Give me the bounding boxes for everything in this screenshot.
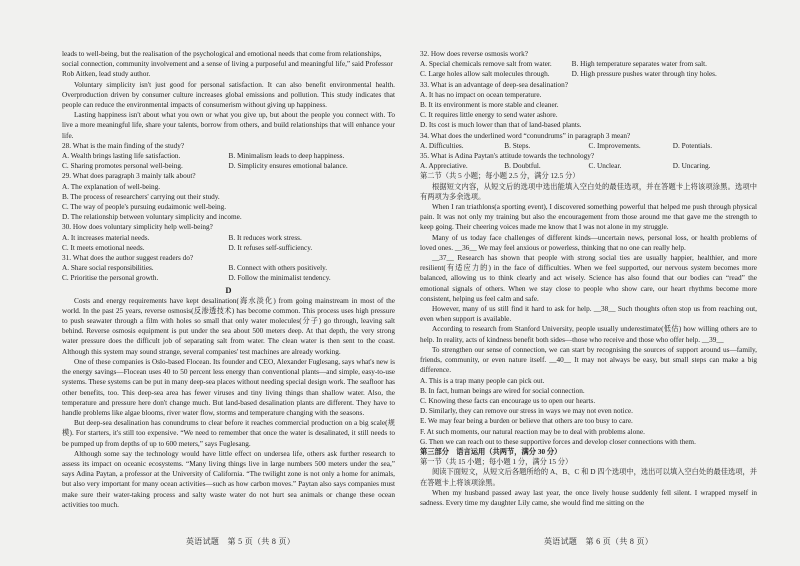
question-33: 33. What is an advantage of deep-sea desalination? xyxy=(420,80,569,89)
option: A. Wealth brings lasting life satisfaction. xyxy=(62,152,181,161)
paragraph: One of these companies is Oslo-based Flocean. Its founder and CEO, Alexander Fuglesang, says what's new is the energy savings—Flocean uses 40 to 50 percent less energy than conventional plants—and simple, easy-to-use systems. These systems can be put in many deep-sea places without needing special design work. The seafloor has other benefits, too. This deep-sea area has fewer viruses and tiny living things than shallow water. Also, the temperature and pressure here don't change much. But land-based desalination plants are different. They have to handle problems like algae blooms, river water flow, storms and temperature changing with the seasons. xyxy=(62,357,395,417)
option: C. Prioritise the personal growth. xyxy=(62,274,159,283)
question-34-options xyxy=(420,141,757,151)
section-d-heading: D xyxy=(225,284,232,295)
question-34: 34. What does the underlined word “conundrums” in paragraph 3 mean? xyxy=(420,131,631,140)
option: D. Follow the minimalist tendency. xyxy=(228,274,331,283)
option: B. Minimalism leads to deep happiness. xyxy=(228,152,345,161)
option: D. The relationship between voluntary simplicity and income. xyxy=(62,213,242,222)
question-32-options xyxy=(420,59,757,79)
option: C. Sharing promotes personal well-being. xyxy=(62,162,183,171)
option: B. Connect with others positively. xyxy=(228,264,328,273)
paragraph: When I ran triathlons(a sporting event), I discovered something powerful that helped me push through physical pain. It was not only my training but also the encouragement from those around me that gave me the strength to keep going. Their cheering voices made me know that I was not alone in my struggle. xyxy=(420,203,757,232)
choice: B. In fact, human beings are wired for social connection. xyxy=(420,386,585,395)
option: D. Uncaring. xyxy=(672,162,711,171)
option: D. Simplicity ensures emotional balance. xyxy=(228,162,348,171)
paragraph: Although some say the technology would have little effect on undersea life, others ask further research to assess its impact on oceanic ecosystems. “Many living things live in large numbers 500 meters under the sea,” says Adina Paytan, a professor at the University of California. “The twilight zone is not only a home for animals, but also very important for many ocean activities—such as how carbon moves.” Paytan also says companies must make sure their water-taking process and salty waste water do not hurt sea animals or change these ocean activities too much. xyxy=(62,449,395,509)
paragraph: __37__ Research has shown that people with strong social ties are usually happier, healthier, and more resilient(有适应力的) in the face of difficulties. When we feel supported, our nervous system becomes more balanced, allowing us to think clearly and act wisely. Science has also found that our bodies can “read” the emotional signals of others. When we stay close to people who show care, our heart rhythms become more consistent, helping us feel calm and safe. xyxy=(420,254,757,303)
paragraph: leads to well-being, but the realisation of the psychological and emotional needs that come from relationships, social connection, community involvement and a sense of living a purposeful and meaningful life,” said Professor Rob Aitken, lead study author. xyxy=(62,50,393,79)
question-29: 29. What does paragraph 3 mainly talk about? xyxy=(62,172,196,181)
option: B. Doubtful. xyxy=(504,162,541,171)
option: A. Appreciative. xyxy=(420,162,468,171)
question-32: 32. How does reverse osmosis work? xyxy=(420,50,528,58)
question-28: 28. What is the main finding of the study? xyxy=(62,141,185,150)
paragraph: When my husband passed away last year, the once lively house suddenly fell silent. I wrapped myself in sadness. Every time my daughter Lily came, she would find me sitting on the xyxy=(420,488,757,507)
option: C. Unclear. xyxy=(588,162,622,171)
instructions: 根据短文内容，从短文后的选项中选出能填入空白处的最佳选项，并在答题卡上将该项涂黑。选项中有两项为多余选项。 xyxy=(420,182,757,201)
choice: E. We may fear being a burden or believe that others are too busy to care. xyxy=(420,417,633,426)
choice: D. Similarly, they can remove our stress in ways we may not even notice. xyxy=(420,407,633,416)
option: C. Improvements. xyxy=(588,141,641,150)
question-35-options xyxy=(420,161,757,171)
part-3-heading: 第三部分 语言运用（共两节，满分 30 分） xyxy=(420,447,562,456)
option: B. The process of researchers' carrying out their study. xyxy=(62,192,220,201)
section-2-heading: 第二节（共 5 小题；每小题 2.5 分，满分 12.5 分） xyxy=(420,172,580,181)
question-31-options xyxy=(62,263,395,283)
left-column xyxy=(62,49,395,510)
option: A. Special chemicals remove salt from water. xyxy=(420,60,552,69)
choice: A. This is a trap many people can pick out. xyxy=(420,376,545,385)
paragraph: According to research from Stanford University, people usually underestimate(低估) how willing others are to help. In reality, acts of kindness benefit both sides—those who receive and those who offer help. __39__ xyxy=(420,325,757,344)
option: D. High pressure pushes water through tiny holes. xyxy=(571,70,717,79)
option: A. It increases material needs. xyxy=(62,233,150,242)
paragraph: To strengthen our sense of connection, we can start by recognising the sources of support around us—family, friends, community, or even nature itself. __40__ It may not always be easy, but small steps can make a big difference. xyxy=(420,345,757,375)
paragraph: However, many of us still find it hard to ask for help. __38__ Such thoughts often stop us from reaching out, even when support is available. xyxy=(420,305,757,324)
right-column xyxy=(420,49,757,508)
option: D. Its cost is much lower than that of land-based plants. xyxy=(420,121,582,130)
option: D. It refuses self-sufficiency. xyxy=(228,243,313,252)
option: D. Potentials. xyxy=(672,141,713,150)
option: C. The way of people's pursuing eudaimonic well-being. xyxy=(62,203,227,212)
paragraph: Many of us today face challenges of different kinds—uncertain news, personal loss, or health problems of loved ones. __36__ We may feel anxious or powerless, thinking that no one can really help. xyxy=(420,233,757,252)
question-30: 30. How does voluntary simplicity help well-being? xyxy=(62,223,213,232)
option: C. Large holes allow salt molecules through. xyxy=(420,70,550,79)
option: C. It requires little energy to send water ashore. xyxy=(420,111,558,120)
option: C. It meets emotional needs. xyxy=(62,243,145,252)
choice: G. Then we can reach out to these supportive forces and develop closer connections with them. xyxy=(420,437,696,446)
choice: C. Knowing these facts can encourage us to open our hearts. xyxy=(420,396,596,405)
option: A. Share social responsibilities. xyxy=(62,264,154,273)
option: B. High temperature separates water from salt. xyxy=(571,60,707,69)
paragraph: Voluntary simplicity isn't just good for personal satisfaction. It can also benefit environmental health. Overproduction driven by consumer culture increases global emissions and pollution. This study indicates that people can reduce the environmental impacts of consumerism without giving up happiness. xyxy=(62,80,395,110)
page-footer-left: 英语试题 第 5 页（共 8 页） xyxy=(186,537,296,546)
question-31: 31. What does the author suggest readers do? xyxy=(62,254,194,263)
option: B. It reduces work stress. xyxy=(228,233,302,242)
option: A. The explanation of well-being. xyxy=(62,182,161,191)
option: B. Steps. xyxy=(504,141,531,150)
question-35: 35. What is Adina Paytan's attitude towards the technology? xyxy=(420,152,595,161)
question-28-options xyxy=(62,151,395,171)
paragraph: But deep-sea desalination has conundrums to clear before it reaches commercial production on a big scale(规模). For starters, it's still too expensive. “We need to remember that once the water is desalinated, it still needs to be pumped up from depths of up to 600 meters,” says Fuglesang. xyxy=(62,419,395,448)
option: A. It has no impact on ocean temperature. xyxy=(420,90,542,99)
instructions: 阅读下面短文，从短文后各题所给的 A、B、C 和 D 四个选项中，选出可以填入空白处的最佳选项，并在答题卡上将该项涂黑。 xyxy=(420,468,757,487)
page-footer-right: 英语试题 第 6 页（共 8 页） xyxy=(544,537,654,546)
paragraph: Lasting happiness isn't about what you own or what you give up, but about the people you connect with. To live a more meaningful life, share your talents, borrow from others, and build relationships that will enhance your life. xyxy=(62,111,395,140)
question-30-options xyxy=(62,233,395,253)
option: A. Difficulties. xyxy=(420,141,464,150)
section-1-heading: 第一节（共 15 小题；每小题 1 分，满分 15 分） xyxy=(420,458,573,467)
option: B. It its environment is more stable and cleaner. xyxy=(420,101,559,110)
choice: F. At such moments, our natural reaction may be to deal with problems alone. xyxy=(420,427,645,436)
paragraph: Costs and energy requirements have kept desalination(海水淡化) from going mainstream in most of the world. In the past 25 years, reverse osmosis(反渗透技术) has become common. This process uses high pressure to push seawater through a film with holes so small that only water molecules(分子) go through, leaving salt behind. Reverse osmosis equipment is put under the sea about 500 meters deep. At that depth, the very strong water pressure does the difficult job of separating salt from water. The clean water is then sent to the coast. Although this system may sound strange, several companies' test machines are already working. xyxy=(62,296,395,356)
